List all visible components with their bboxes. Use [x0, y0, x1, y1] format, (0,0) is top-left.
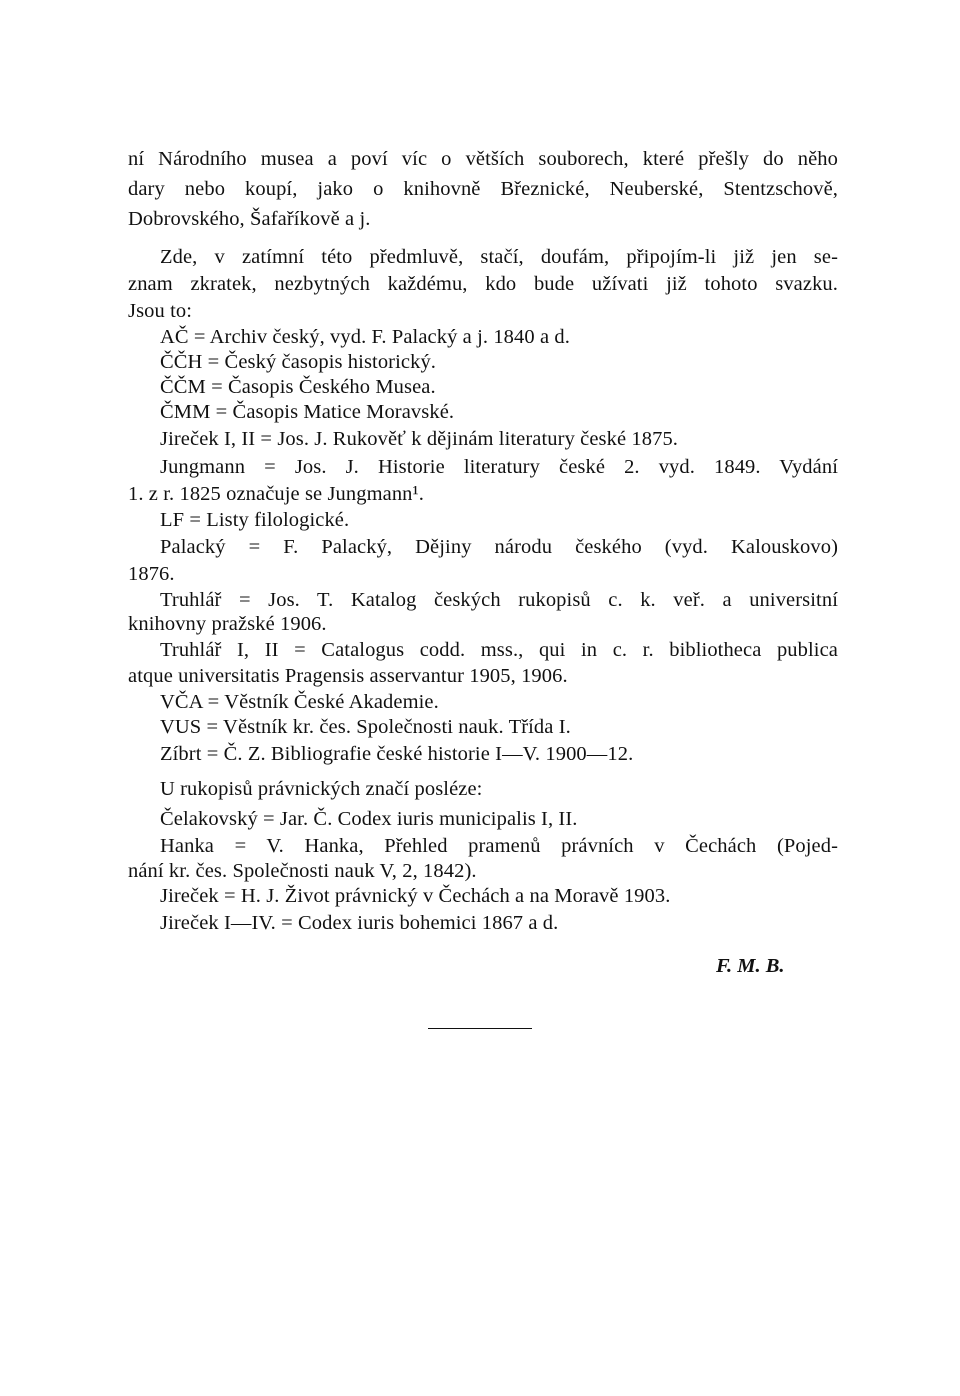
abbreviation-entry: Jireček = H. J. Život právnický v Čechách a na Moravě 1903.	[160, 885, 671, 907]
abbreviation-entry: Jireček I—IV. = Codex iuris bohemici 1867 a d.	[160, 912, 559, 934]
text-line: Dobrovského, Šafaříkově a j.	[128, 208, 371, 230]
abbreviation-entry: ČČM = Časopis Českého Musea.	[160, 376, 436, 398]
abbreviation-entry: VUS = Věstník kr. čes. Společnosti nauk. Třída I.	[160, 716, 571, 738]
abbreviation-entry: Jireček I, II = Jos. J. Rukověť k dějinám literatury české 1875.	[160, 428, 679, 450]
abbreviation-entry: ČMM = Časopis Matice Moravské.	[160, 401, 455, 423]
section-intro: U rukopisů právnických značí posléze:	[160, 778, 483, 800]
abbreviation-entry: Zíbrt = Č. Z. Bibliografie české historie I—V. 1900—12.	[160, 743, 634, 765]
text-line: dary nebo koupí, jako o knihovně Březnické, Neuberské, Stentzschově,	[128, 178, 838, 200]
text-line: Zde, v zatímní této předmluvě, stačí, doufám, připojím-li již jen se-	[160, 246, 838, 268]
abbreviation-entry: ČČH = Český časopis historický.	[160, 351, 437, 373]
abbreviation-entry: Truhlář = Jos. T. Katalog českých rukopisů c. k. veř. a universitní	[160, 589, 838, 611]
abbreviation-entry: 1. z r. 1825 označuje se Jungmann¹.	[128, 483, 425, 505]
abbreviation-entry: Hanka = V. Hanka, Přehled pramenů právních v Čechách (Pojed-	[160, 835, 838, 857]
author-signature: F. M. B.	[716, 955, 785, 977]
abbreviation-entry: LF = Listy filologické.	[160, 509, 350, 531]
section-divider	[428, 1028, 532, 1029]
text-line: ní Národního musea a poví víc o větších souborech, které přešly do něho	[128, 148, 838, 170]
abbreviation-entry: atque universitatis Pragensis asservantur 1905, 1906.	[128, 665, 568, 687]
abbreviation-entry: knihovny pražské 1906.	[128, 613, 327, 635]
abbreviation-entry: Jungmann = Jos. J. Historie literatury české 2. vyd. 1849. Vydání	[160, 456, 838, 478]
abbreviation-entry: nání kr. čes. Společnosti nauk V, 2, 1842).	[128, 860, 477, 882]
abbreviation-entry: 1876.	[128, 563, 175, 585]
text-line: Jsou to:	[128, 300, 193, 322]
abbreviation-entry: Čelakovský = Jar. Č. Codex iuris municipalis I, II.	[160, 808, 578, 830]
text-line: znam zkratek, nezbytných každému, kdo bude užívati již tohoto svazku.	[128, 273, 838, 295]
abbreviation-entry: AČ = Archiv český, vyd. F. Palacký a j. 1840 a d.	[160, 326, 570, 348]
abbreviation-entry: VČA = Věstník České Akademie.	[160, 691, 439, 713]
abbreviation-entry: Truhlář I, II = Catalogus codd. mss., qui in c. r. bibliotheca publica	[160, 639, 838, 661]
abbreviation-entry: Palacký = F. Palacký, Dějiny národu českého (vyd. Kalouskovo)	[160, 536, 838, 558]
